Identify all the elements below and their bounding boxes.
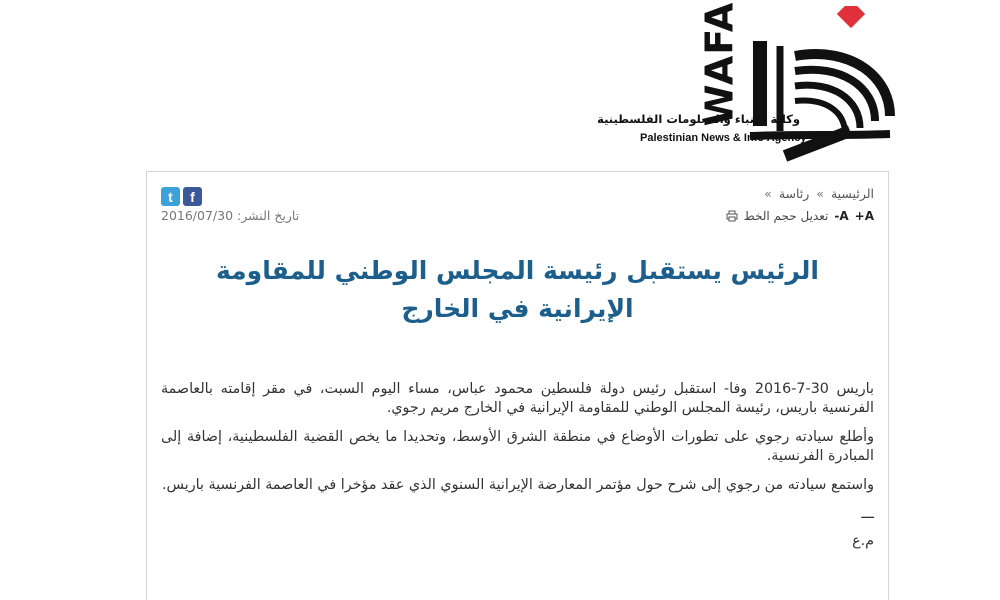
article-paragraph: باريس 30-7-2016 وفا- استقبل رئيس دولة فلسطين محمود عباس، مساء اليوم السبت، في مقر إقامته بالعاصمة الفرنسية باريس، رئيسة المجلس الوطني للمقاومة الإيرانية في الخارج مريم رجوي. <box>161 381 874 416</box>
article-tools <box>726 209 874 223</box>
print-icon[interactable] <box>726 210 738 222</box>
wafa-logo[interactable] <box>597 1 895 164</box>
article-headline: الرئيس يستقبل رئيسة المجلس الوطني للمقاومة الإيرانية في الخارج <box>216 256 819 323</box>
breadcrumb-section-link[interactable]: رئاسة <box>778 186 810 201</box>
twitter-share-button[interactable] <box>161 187 180 206</box>
article-signature: م.ع <box>852 533 874 549</box>
wafa-wordmark: WAFA <box>697 1 742 127</box>
font-size-label: تعديل حجم الخط <box>743 209 829 223</box>
breadcrumb-trail-separator: » <box>764 186 772 201</box>
article-card <box>146 171 889 600</box>
publish-date-label: تاريخ النشر: <box>237 208 300 223</box>
facebook-share-button[interactable] <box>183 187 202 206</box>
article-paragraph: واستمع سيادته من رجوي إلى شرح حول مؤتمر المعارضة الإيرانية السنوي الذي عقد مؤخرا في العاصمة الفرنسية باريس. <box>162 477 874 493</box>
share-buttons <box>161 187 299 206</box>
twitter-icon: t <box>168 188 173 205</box>
article-paragraph: وأطلع سيادته رجوي على تطورات الأوضاع في منطقة الشرق الأوسط، وتحديدا ما يخص القضية الفلسطينية، إضافة إلى المبادرة الفرنسية. <box>161 429 874 464</box>
article-separator: ـــ <box>861 506 874 522</box>
agency-name-english: Palestinian News & Info Agency <box>640 132 807 144</box>
font-decrease-button[interactable]: A- <box>834 209 849 223</box>
agency-name-arabic: وكالة الأنباء والمعلومات الفلسطينية <box>597 112 800 126</box>
breadcrumb <box>726 186 874 201</box>
publish-date <box>161 208 299 223</box>
article-body <box>161 380 874 561</box>
breadcrumb-home-link[interactable]: الرئيسية <box>830 186 874 201</box>
font-increase-button[interactable]: A+ <box>854 209 874 223</box>
publish-date-value: 2016/07/30 <box>161 208 234 223</box>
article-meta-right <box>726 186 874 223</box>
facebook-icon: f <box>190 188 195 205</box>
breadcrumb-separator: » <box>816 186 824 201</box>
article-meta-left <box>161 187 299 223</box>
